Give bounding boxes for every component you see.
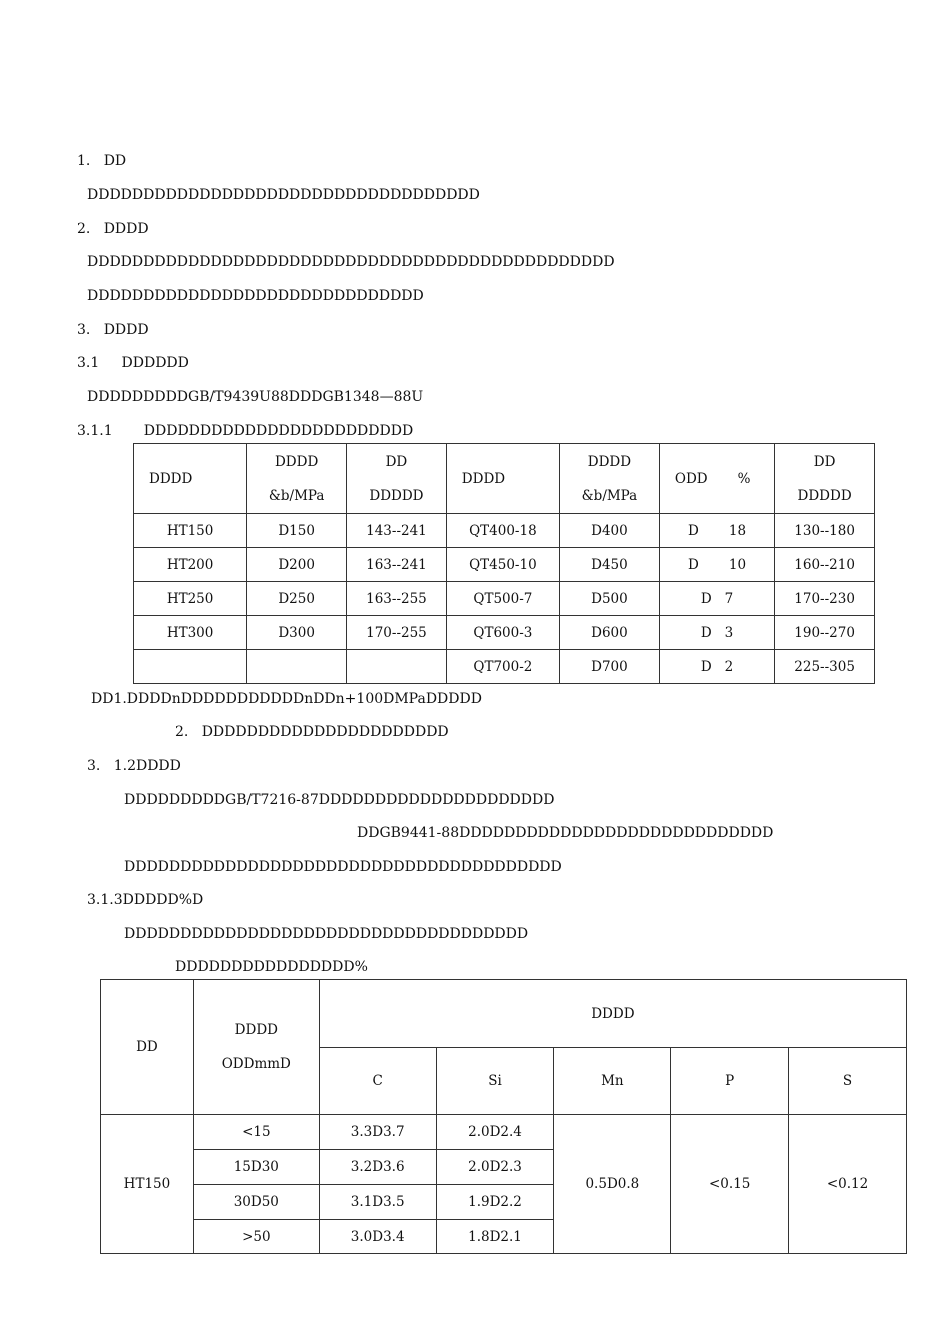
- table-row: [101, 1115, 907, 1150]
- table-cell: HT300: [134, 616, 247, 650]
- table-cell: 3.2D3.6: [319, 1150, 436, 1185]
- section-1-heading: 1. DD: [77, 153, 127, 169]
- t2-header-mn: Mn: [554, 1048, 671, 1115]
- table-cell: 3.3D3.7: [319, 1115, 436, 1150]
- table-cell: 2.0D2.4: [436, 1115, 554, 1150]
- table-cell: 15D30: [193, 1150, 319, 1185]
- paragraph-3-1-3: DDDDDDDDDDDDDDDDDDDDDDDDDDDDDDDDDDDD: [124, 926, 529, 942]
- t1-header-4: DDDD: [446, 444, 559, 514]
- table-cell: D 18: [659, 514, 774, 548]
- table-cell: D 2: [659, 650, 774, 684]
- table-cell: 3.1D3.5: [319, 1185, 436, 1220]
- table-cell: D250: [247, 582, 347, 616]
- table1-note: DD1.DDDDnDDDDDDDDDDDnDDn+100DMPaDDDDD: [91, 691, 482, 707]
- t2-mn-cell: 0.5D0.8: [554, 1115, 671, 1254]
- table2-caption: DDDDDDDDDDDDDDDD%: [175, 959, 368, 975]
- table-cell: QT400-18: [446, 514, 559, 548]
- table-cell: [247, 650, 347, 684]
- table-cell: HT250: [134, 582, 247, 616]
- table2-header-row-1: [101, 980, 907, 1048]
- t1-header-3: DD DDDDD: [347, 444, 447, 514]
- table-row: [134, 616, 875, 650]
- table-cell: 170--230: [775, 582, 875, 616]
- section-3-1-3-heading: 3.1.3DDDDD%D: [87, 892, 204, 908]
- t2-header-grade: DD: [101, 980, 194, 1115]
- table-cell: 163--241: [347, 548, 447, 582]
- section-2-heading: 2. DDDD: [77, 221, 149, 237]
- t2-s-cell: <0.12: [789, 1115, 907, 1254]
- t2-p-cell: <0.15: [671, 1115, 789, 1254]
- material-grade-table: [133, 443, 875, 684]
- table-row: [134, 514, 875, 548]
- table-cell: 1.9D2.2: [436, 1185, 554, 1220]
- table-cell: 170--255: [347, 616, 447, 650]
- paragraph-2a: DDDDDDDDDDDDDDDDDDDDDDDDDDDDDDDDDDDDDDDDDDDDDDD: [87, 254, 615, 270]
- t1-header-1: DDDD: [134, 444, 247, 514]
- t2-header-p: P: [671, 1048, 789, 1115]
- table-cell: D300: [247, 616, 347, 650]
- t2-header-si: Si: [436, 1048, 554, 1115]
- table-cell: <15: [193, 1115, 319, 1150]
- table-cell: 3.0D3.4: [319, 1220, 436, 1254]
- t1-header-7: DD DDDDD: [775, 444, 875, 514]
- paragraph-3-1-2a: DDDDDDDDDGB/T7216-87DDDDDDDDDDDDDDDDDDDDD: [124, 792, 555, 808]
- section-3-1-2-heading: 3. 1.2DDDD: [87, 758, 181, 774]
- paragraph-3-1-2c: DDDDDDDDDDDDDDDDDDDDDDDDDDDDDDDDDDDDDDD: [124, 859, 562, 875]
- paragraph-2b: DDDDDDDDDDDDDDDDDDDDDDDDDDDDDD: [87, 288, 424, 304]
- table-cell: D700: [559, 650, 659, 684]
- table-cell: 130--180: [775, 514, 875, 548]
- table-cell: 30D50: [193, 1185, 319, 1220]
- table-cell: [134, 650, 247, 684]
- t2-header-composition: DDDD: [319, 980, 906, 1048]
- table-cell: 163--255: [347, 582, 447, 616]
- t1-header-5: DDDD &b/MPa: [559, 444, 659, 514]
- chemical-composition-table: [100, 979, 907, 1254]
- table-cell: 1.8D2.1: [436, 1220, 554, 1254]
- table-cell: 225--305: [775, 650, 875, 684]
- table-cell: D150: [247, 514, 347, 548]
- t1-header-6: ODD %: [659, 444, 774, 514]
- t2-grade-cell: HT150: [101, 1115, 194, 1254]
- t2-header-s: S: [789, 1048, 907, 1115]
- table1-header-row: [134, 444, 875, 514]
- table-cell: D400: [559, 514, 659, 548]
- t2-header-c: C: [319, 1048, 436, 1115]
- table-cell: 160--210: [775, 548, 875, 582]
- table-row: [134, 548, 875, 582]
- table-cell: D200: [247, 548, 347, 582]
- table-cell: D 7: [659, 582, 774, 616]
- table-cell: D500: [559, 582, 659, 616]
- table-cell: 143--241: [347, 514, 447, 548]
- table-row: [134, 582, 875, 616]
- table-row: [134, 650, 875, 684]
- table-cell: D450: [559, 548, 659, 582]
- section-3-1-1-heading: 3.1.1 DDDDDDDDDDDDDDDDDDDDDDDD: [77, 423, 414, 439]
- section-3-heading: 3. DDDD: [77, 322, 149, 338]
- table-cell: QT500-7: [446, 582, 559, 616]
- table-cell: D 3: [659, 616, 774, 650]
- paragraph-3-1: DDDDDDDDDGB/T9439U88DDDGB1348—88U: [87, 389, 424, 405]
- section-3-1-heading: 3.1 DDDDDD: [77, 355, 189, 371]
- table-cell: [347, 650, 447, 684]
- table-cell: HT150: [134, 514, 247, 548]
- table-cell: D 10: [659, 548, 774, 582]
- t1-header-2: DDDD &b/MPa: [247, 444, 347, 514]
- table-cell: >50: [193, 1220, 319, 1254]
- table-cell: D600: [559, 616, 659, 650]
- paragraph-3-1-2b: DDGB9441-88DDDDDDDDDDDDDDDDDDDDDDDDDDDD: [357, 825, 774, 841]
- table-cell: QT600-3: [446, 616, 559, 650]
- table-cell: QT450-10: [446, 548, 559, 582]
- table-cell: 2.0D2.3: [436, 1150, 554, 1185]
- table-cell: 190--270: [775, 616, 875, 650]
- note-2: 2. DDDDDDDDDDDDDDDDDDDDDD: [175, 724, 449, 740]
- t2-header-thickness: DDDD ODDmmD: [193, 980, 319, 1115]
- table-cell: QT700-2: [446, 650, 559, 684]
- paragraph-1: DDDDDDDDDDDDDDDDDDDDDDDDDDDDDDDDDDD: [87, 187, 480, 203]
- table-cell: HT200: [134, 548, 247, 582]
